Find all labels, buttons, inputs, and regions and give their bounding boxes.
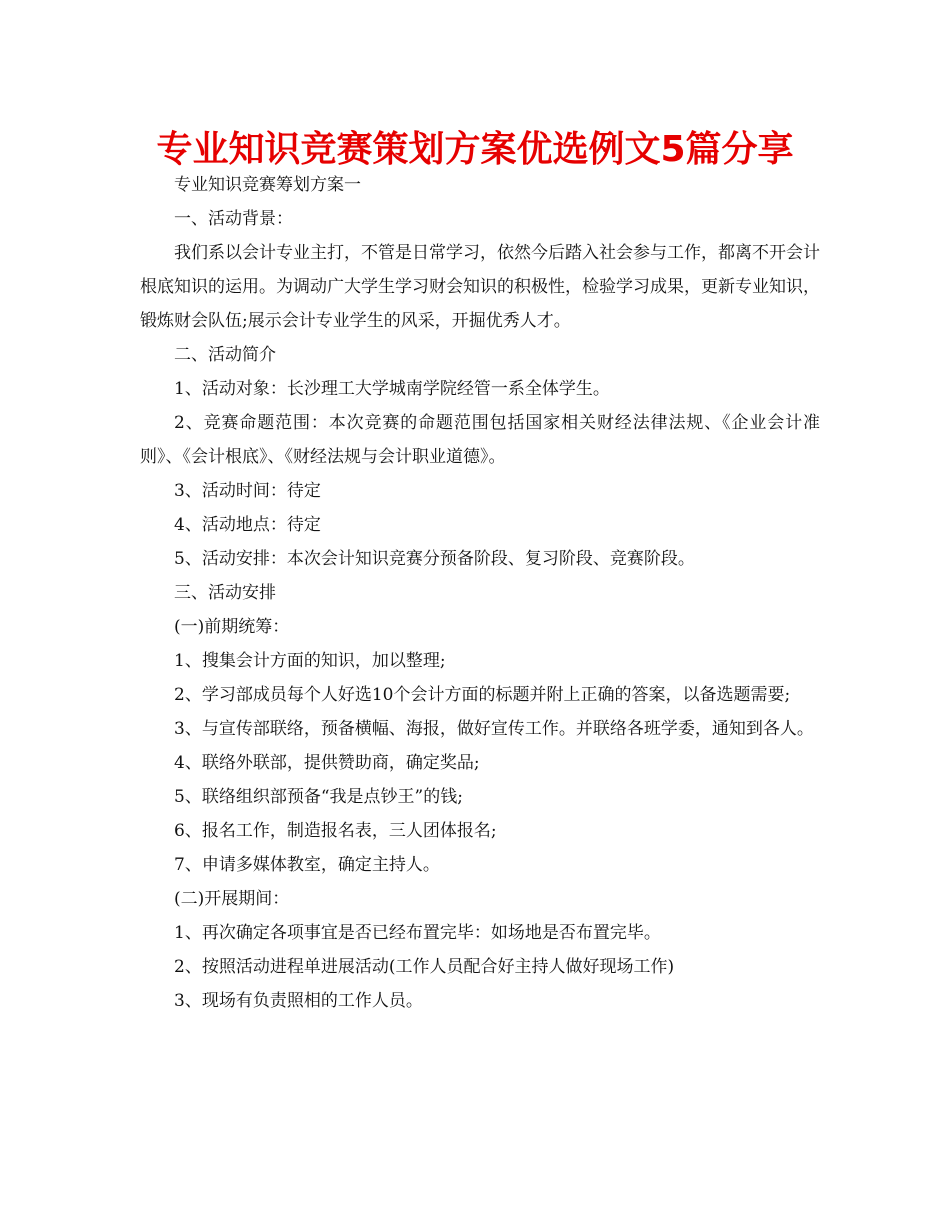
- list-item: 4、联络外联部，提供赞助商，确定奖品;: [174, 753, 480, 773]
- document-body: [140, 168, 820, 1018]
- subsection-heading: (一)前期统筹：: [174, 617, 290, 637]
- list-item: 5、活动安排：本次会计知识竞赛分预备阶段、复习阶段、竞赛阶段。: [174, 549, 695, 569]
- subsection-heading: (二)开展期间：: [174, 889, 290, 909]
- list-item: 6、报名工作，制造报名表，三人团体报名;: [174, 821, 497, 841]
- list-item: 1、再次确定各项事宜是否已经布置完毕：如场地是否布置完毕。: [174, 923, 661, 943]
- list-item: 4、活动地点：待定: [174, 515, 321, 535]
- section-heading: 二、活动简介: [174, 345, 276, 365]
- section-heading: 一、活动背景：: [174, 209, 293, 229]
- list-item: 3、现场有负责照相的工作人员。: [174, 991, 423, 1011]
- list-item: 3、与宣传部联络，预备横幅、海报，做好宣传工作。并联络各班学委，通知到各人。: [174, 719, 814, 739]
- list-item: 3、活动时间：待定: [174, 481, 321, 501]
- list-item: 2、学习部成员每个人好选10个会计方面的标题并附上正确的答案，以备选题需要;: [174, 685, 791, 705]
- section-heading: 三、活动安排: [174, 583, 276, 603]
- list-item: 2、竞赛命题范围：本次竞赛的命题范围包括国家相关财经法律法规、《企业会计准则》、《会计根底》、《财经法规与会计职业道德》。: [140, 413, 820, 467]
- list-item: 5、联络组织部预备“我是点钞王”的钱;: [174, 787, 463, 807]
- document-title: 专业知识竞赛策划方案优选例文5篇分享: [156, 129, 794, 170]
- list-item: 7、申请多媒体教室，确定主持人。: [174, 855, 440, 875]
- paragraph: 我们系以会计专业主打，不管是日常学习，依然今后踏入社会参与工作，都离不开会计根底知识的运用。为调动广大学生学习财会知识的积极性，检验学习成果，更新专业知识，锻炼财会队伍;展示会计专业学生的风采，开掘优秀人才。: [140, 243, 820, 331]
- list-item: 1、活动对象：长沙理工大学城南学院经管一系全体学生。: [174, 379, 610, 399]
- list-item: 2、按照活动进程单进展活动(工作人员配合好主持人做好现场工作): [174, 957, 675, 977]
- list-item: 1、搜集会计方面的知识，加以整理;: [174, 651, 446, 671]
- section-heading: 专业知识竞赛筹划方案一: [174, 175, 361, 195]
